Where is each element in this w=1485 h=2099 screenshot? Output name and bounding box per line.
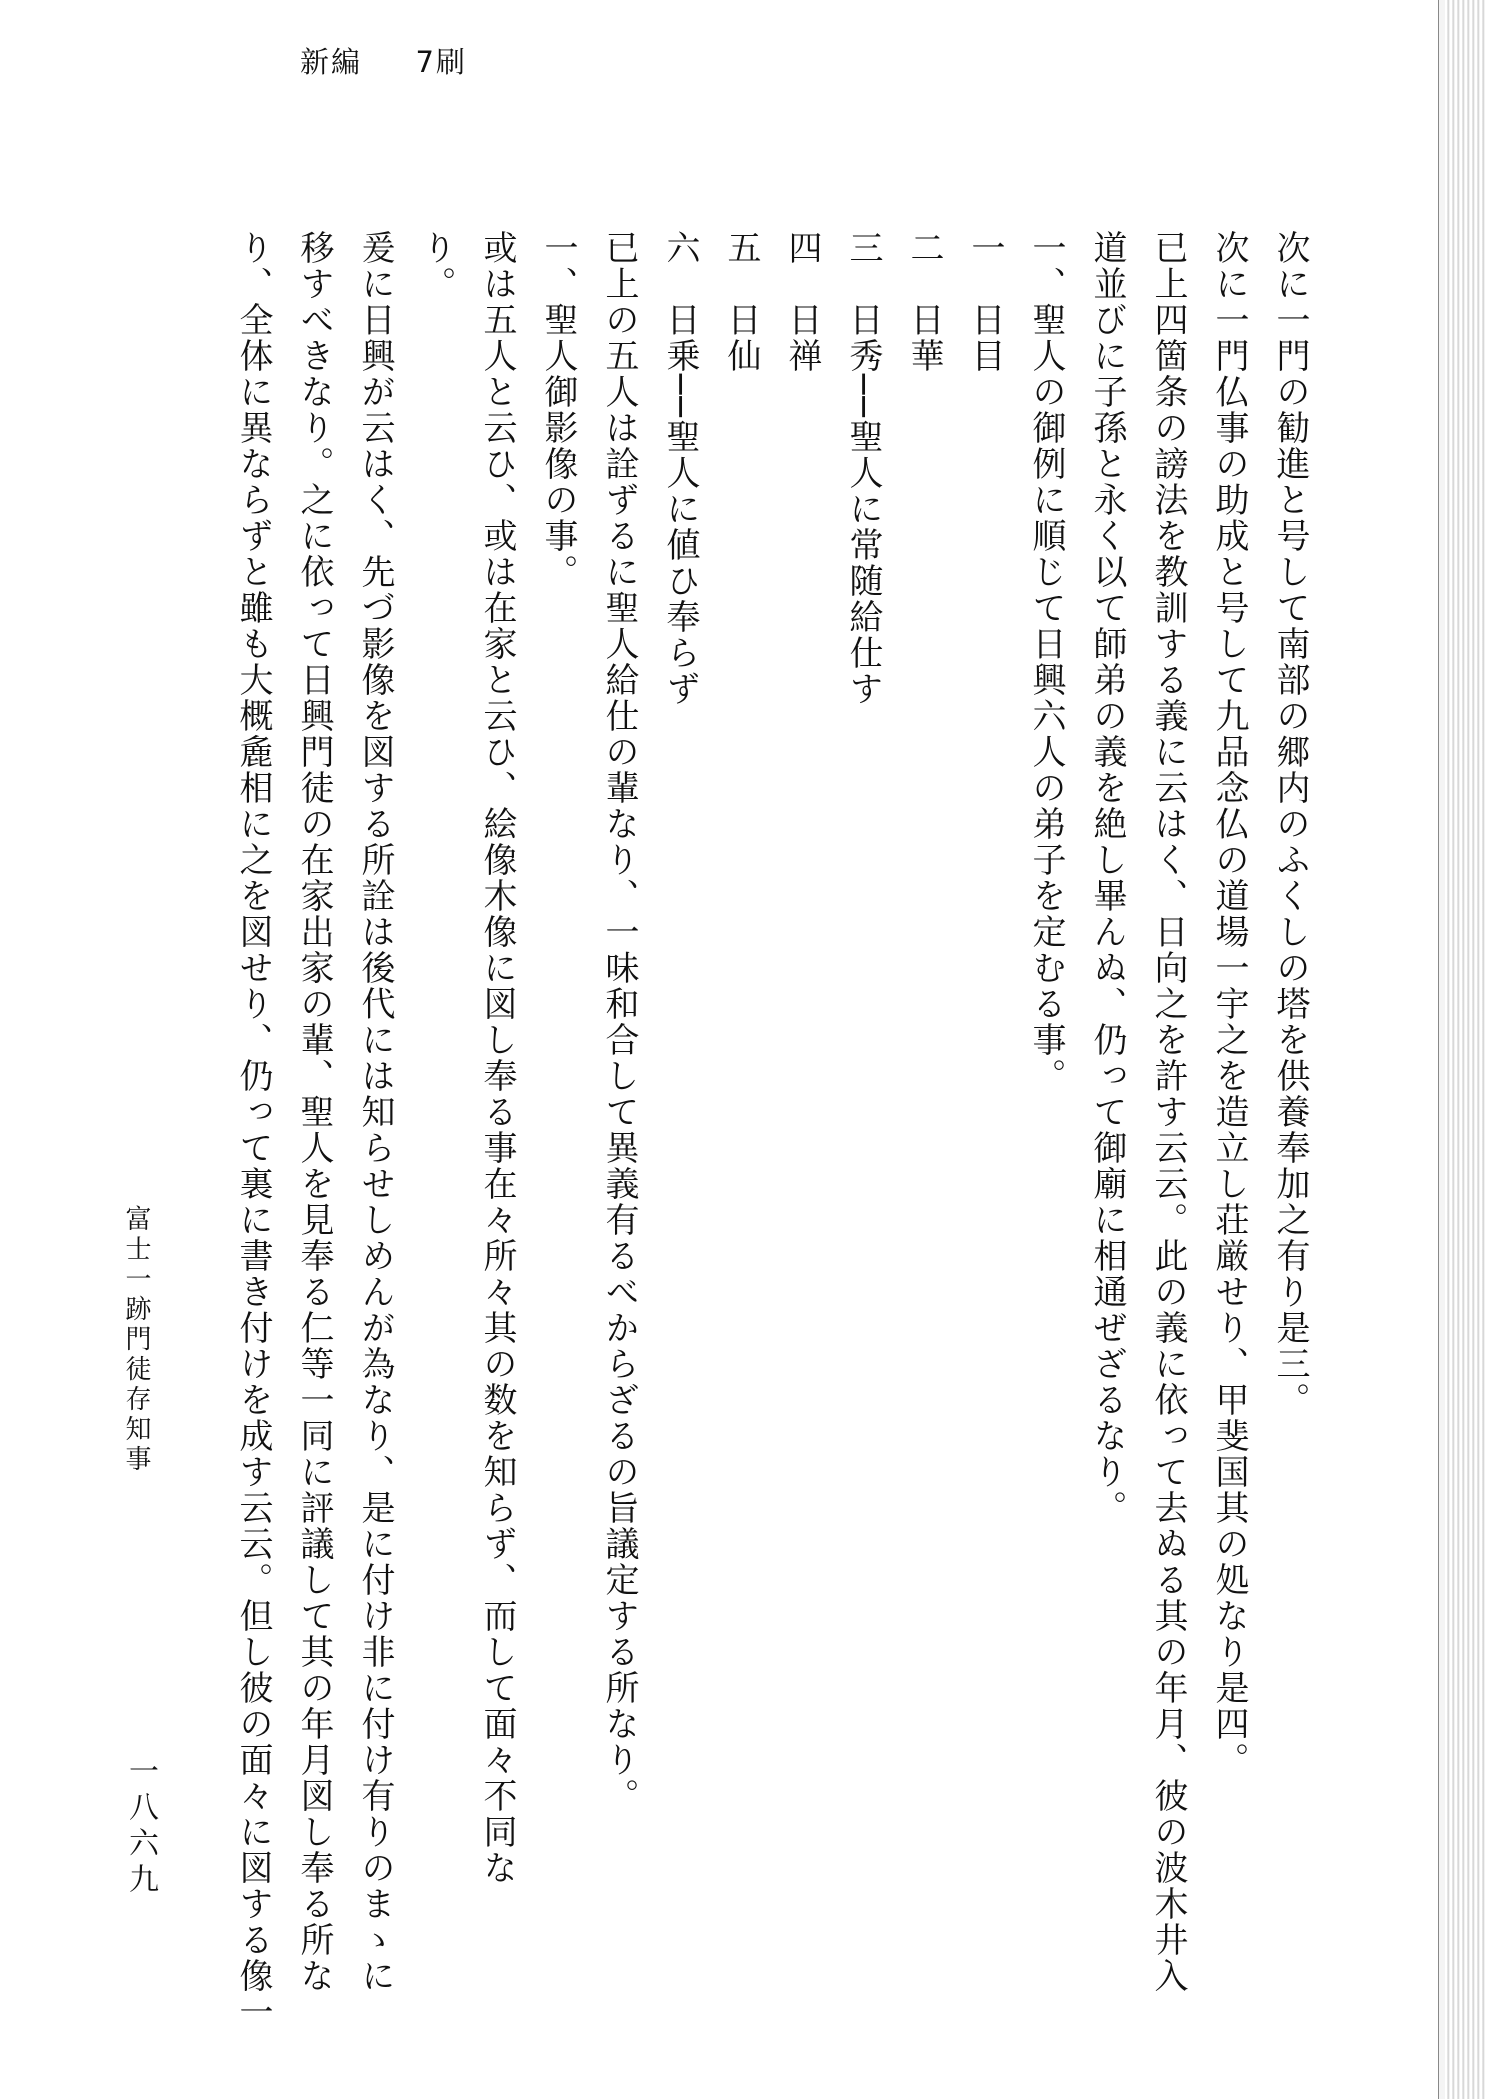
disciple-entry: 六 日乗──聖人に値ひ奉らず: [660, 230, 700, 707]
disciple-entry: 三 日秀──聖人に常随給仕す: [843, 230, 883, 707]
text-line: 已上の五人は詮ずるに聖人給仕の輩なり、一味和合して異義有るべからざるの旨議定する所なり。: [599, 230, 639, 1814]
page-header: [300, 40, 467, 81]
text-line: り、全体に異ならずと雖も大概麁相に之を図せり、仍って裏に書き付けを成す云云。但し彼の面々に図する像一: [233, 230, 273, 2030]
text-line: 爰に日興が云はく、先づ影像を図する所詮は後代には知らせしめんが為なり、是に付け非に付け有りのまゝに: [355, 230, 395, 1994]
disciple-entry: 五 日仙: [721, 230, 761, 374]
disciple-entry: 四 日禅: [782, 230, 822, 374]
page-edge-texture: [1445, 0, 1485, 2099]
disciple-entry: 二 日華: [904, 230, 944, 374]
text-line: 次に一門仏事の助成と号して九品念仏の道場一宇之を造立し荘厳せり、甲斐国其の処なり是四。: [1209, 230, 1249, 1778]
text-line: 已上四箇条の謗法を教訓する義に云はく、日向之を許す云云。此の義に依って去ぬる其の年月、彼の波木井入: [1148, 230, 1188, 1994]
text-line: 一、聖人御影像の事。: [538, 230, 578, 590]
disciple-entry: 一 日目: [965, 230, 1005, 374]
text-line: 次に一門の勧進と号して南部の郷内のふくしの塔を供養奉加之有り是三。: [1270, 230, 1310, 1418]
vertical-body-text: [120, 230, 1320, 2030]
text-line: 一、聖人の御例に順じて日興六人の弟子を定むる事。: [1026, 230, 1066, 1094]
text-line: り。: [416, 230, 456, 302]
running-footer-title: 富士一跡門徒存知事: [121, 1205, 151, 1475]
text-line: 或は五人と云ひ、或は在家と云ひ、絵像木像に図し奉る事在々所々其の数を知らず、而して面々不同な: [477, 230, 517, 1886]
header-printing: 7刷: [415, 45, 467, 79]
header-edition: 新編: [300, 45, 363, 79]
text-line: 移すべきなり。之に依って日興門徒の在家出家の輩、聖人を見奉る仁等一同に評議して其の年月図し奉る所な: [294, 230, 334, 1994]
page-binding-shadow: [1438, 0, 1445, 2099]
page-number: 一八六九: [123, 1755, 158, 1899]
text-line: 道並びに子孫と永く以て師弟の義を絶し畢んぬ、仍って御廟に相通ぜざるなり。: [1087, 230, 1127, 1526]
